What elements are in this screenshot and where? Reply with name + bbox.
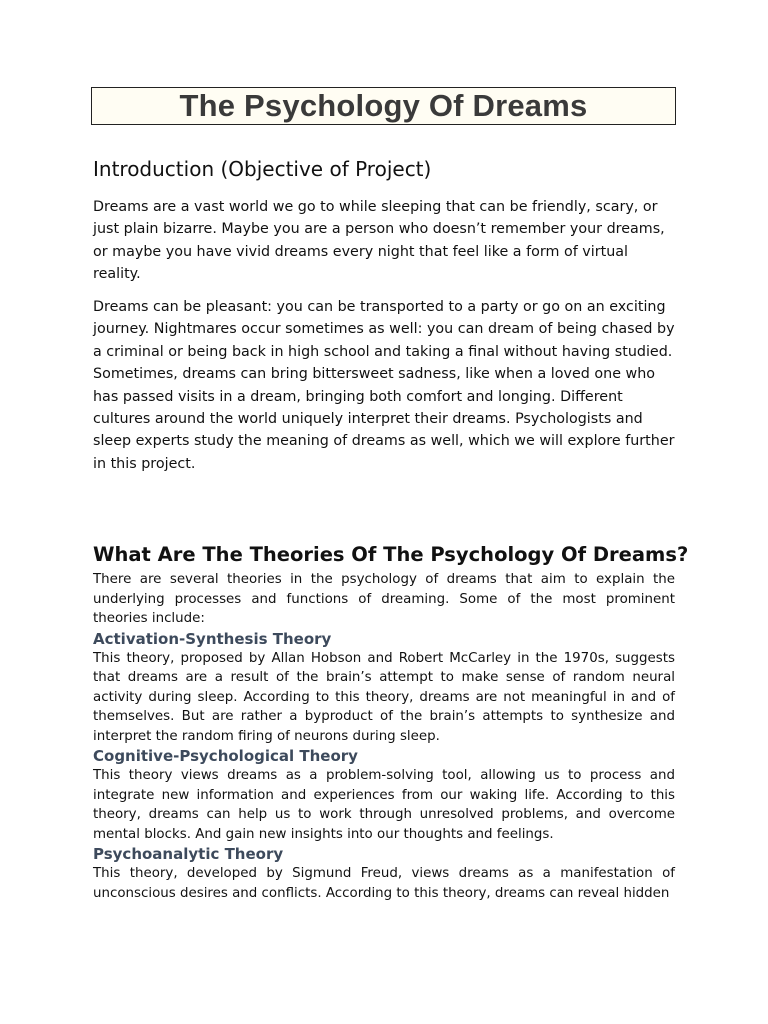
theory-text-cognitive-psychological: This theory views dreams as a problem-solving tool, allowing us to process and integrate new information and experiences from our waking life. According to this theory, dreams can help us to work through unresolved problems, and overcome mental blocks. And gain new insights into our thoughts and feelings. (93, 768, 675, 842)
theories-section (93, 570, 675, 903)
document-title: The Psychology Of Dreams (179, 88, 588, 123)
intro-paragraph-1: Dreams are a vast world we go to while sleeping that can be friendly, scary, or just plain bizarre. Maybe you are a person who doesn’t remember your dreams, or maybe you have vivid dreams every night that feel like a form of virtual reality. (93, 199, 665, 283)
intro-heading: Introduction (Objective of Project) (93, 157, 432, 181)
title-box (91, 87, 676, 125)
theories-intro: There are several theories in the psychology of dreams that aim to explain the underlying processes and functions of dreaming. Some of the most prominent theories include: (93, 572, 675, 626)
theory-title-psychoanalytic: Psychoanalytic Theory (93, 845, 284, 863)
theory-text-activation-synthesis: This theory, proposed by Allan Hobson and Robert McCarley in the 1970s, suggests that dreams are a result of the brain’s attempt to make sense of random neural activity during sleep. According to this theory, dreams are not meaningful in and of themselves. But are rather a byproduct of the brain’s attempts to synthesize and interpret the random firing of neurons during sleep. (93, 650, 675, 744)
theory-text-psychoanalytic: This theory, developed by Sigmund Freud, views dreams as a manifestation of unconscious desires and conflicts. According to this theory, dreams can reveal hidden (93, 866, 675, 901)
theories-heading: What Are The Theories Of The Psychology Of Dreams? (93, 543, 689, 566)
intro-paragraph-2: Dreams can be pleasant: you can be transported to a party or go on an exciting journey. Nightmares occur sometimes as well: you can dream of being chased by a criminal or being back in high school and taking a final without having studied. Sometimes, dreams can bring bittersweet sadness, like when a loved one who has passed visits in a dream, bringing both comfort and longing. Different cultures around the world uniquely interpret their dreams. Psychologists and sleep experts study the meaning of dreams as well, which we will explore further in this project. (93, 299, 675, 472)
theory-title-cognitive-psychological: Cognitive-Psychological Theory (93, 747, 358, 765)
theory-title-activation-synthesis: Activation-Synthesis Theory (93, 629, 332, 648)
